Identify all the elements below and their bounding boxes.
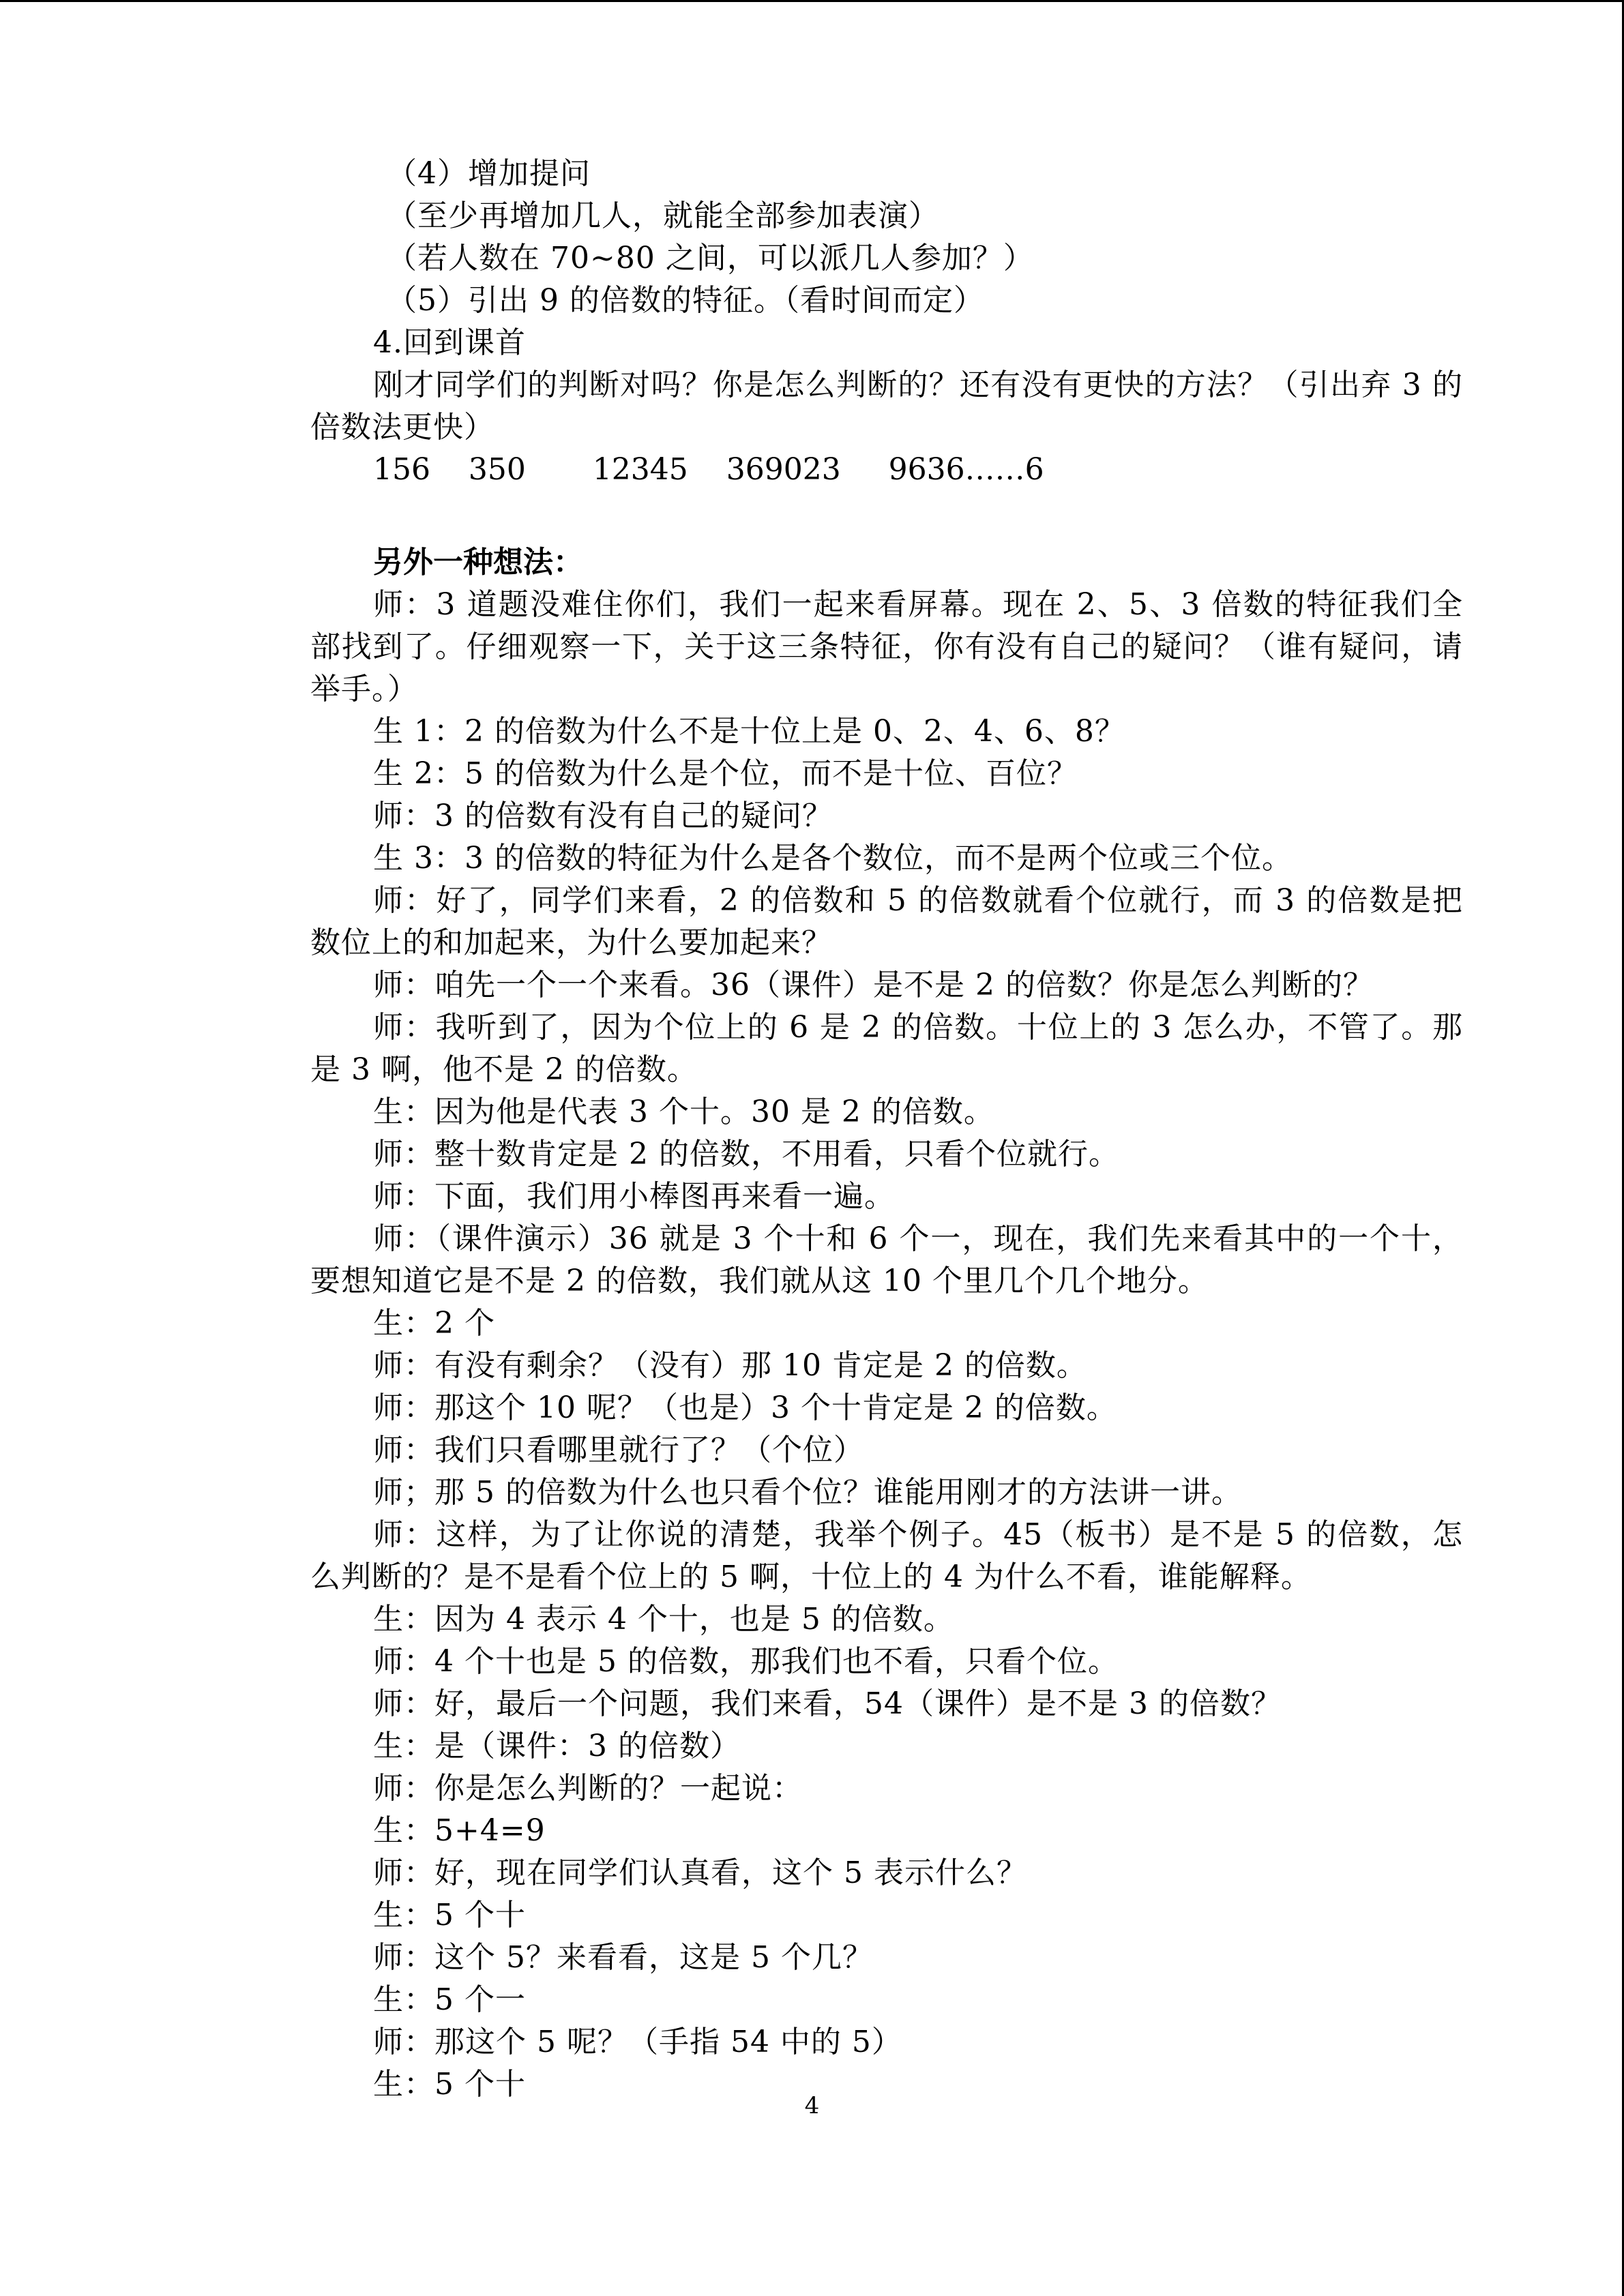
dialogue-line: 师：整十数肯定是 2 的倍数，不用看，只看个位就行。 [373, 1137, 1119, 1172]
dialogue-line: 师：有没有剩余？（没有）那 10 肯定是 2 的倍数。 [373, 1348, 1087, 1383]
dialogue-line: 师：这个 5？来看看，这是 5 个几？ [373, 1940, 873, 1975]
alt-heading: 另外一种想法： [373, 545, 583, 580]
dialogue-line: 师：下面，我们用小棒图再来看一遍。 [373, 1179, 895, 1214]
dialogue-line: 生：2 个 [373, 1306, 495, 1341]
page-border-top [0, 0, 1624, 2]
dialogue-line: 师：4 个十也是 5 的倍数，那我们也不看，只看个位。 [373, 1644, 1119, 1679]
dialogue-line: 生：因为 4 表示 4 个十，也是 5 的倍数。 [373, 1602, 954, 1637]
dialogue-line: 师：好了，同学们来看，2 的倍数和 5 的倍数就看个位就行，而 3 的倍数是把数位上的和加起来，为什么要加起来？ [310, 883, 1463, 960]
dialogue-line: 生 3：3 的倍数的特征为什么是各个数位，而不是两个位或三个位。 [373, 841, 1293, 876]
spacer [310, 491, 1463, 541]
intro-line: （4）增加提问 [387, 156, 591, 191]
dialogue-line: 师：那这个 10 呢？（也是）3 个十肯定是 2 的倍数。 [373, 1390, 1117, 1425]
dialogue-line: 生：5+4=9 [373, 1813, 546, 1848]
dialogue-line: 师：这样，为了让你说的清楚，我举个例子。45（板书）是不是 5 的倍数，怎么判断的？是不是看个位上的 5 啊，十位上的 4 为什么不看，谁能解释。 [310, 1517, 1463, 1594]
paragraph: 刚才同学们的判断对吗？你是怎么判断的？还有没有更快的方法？（引出弃 3 的倍数法更快） [310, 368, 1463, 445]
dialogue-line: 生：5 个一 [373, 1982, 526, 2017]
dialogue-line: 生：是（课件：3 的倍数） [373, 1729, 741, 1763]
section-title: 4.回到课首 [373, 325, 526, 360]
dialogue-line: 师：我们只看哪里就行了？（个位） [373, 1433, 864, 1467]
numbers-line: 156 350 12345 369023 9636……6 [373, 452, 1044, 487]
dialogue-line: 师：那这个 5 呢？（手指 54 中的 5） [373, 2025, 902, 2059]
intro-line: （若人数在 70~80 之间，可以派几人参加？） [387, 241, 1034, 275]
dialogue-line: 师：好，现在同学们认真看，这个 5 表示什么？ [373, 1855, 1027, 1890]
dialogue-line: 生：5 个十 [373, 1898, 526, 1933]
dialogue-line: 师：3 的倍数有没有自己的疑问？ [373, 799, 833, 833]
document-body [310, 153, 1463, 2106]
dialogue-line: 师；那 5 的倍数为什么也只看个位？谁能用刚才的方法讲一讲。 [373, 1475, 1242, 1510]
dialogue-line: 师：我听到了，因为个位上的 6 是 2 的倍数。十位上的 3 怎么办，不管了。那是 3 啊，他不是 2 的倍数。 [310, 1010, 1463, 1087]
page-number: 4 [804, 2092, 820, 2119]
dialogue-line: 师：好，最后一个问题，我们来看，54（课件）是不是 3 的倍数？ [373, 1686, 1282, 1721]
dialogue-line: 师：咱先一个一个来看。36（课件）是不是 2 的倍数？你是怎么判断的？ [373, 968, 1374, 1002]
dialogue-line: 生：5 个十 [373, 2067, 526, 2102]
intro-line: （至少再增加几人，就能全部参加表演） [387, 198, 939, 233]
dialogue-line: 师：3 道题没难住你们，我们一起来看屏幕。现在 2、5、3 倍数的特征我们全部找到了。仔细观察一下，关于这三条特征，你有没有自己的疑问？（谁有疑问，请举手。） [310, 587, 1463, 706]
dialogue-line: 师：（课件演示）36 就是 3 个十和 6 个一，现在，我们先来看其中的一个十，要想知道它是不是 2 的倍数，我们就从这 10 个里几个几个地分。 [310, 1221, 1463, 1298]
dialogue-line: 生 2：5 的倍数为什么是个位，而不是十位、百位？ [373, 756, 1078, 791]
dialogue-line: 生：因为他是代表 3 个十。30 是 2 的倍数。 [373, 1094, 994, 1129]
intro-line: （5）引出 9 的倍数的特征。（看时间而定） [387, 283, 984, 318]
dialogue-line: 生 1：2 的倍数为什么不是十位上是 0、2、4、6、8？ [373, 714, 1125, 749]
dialogue-line: 师：你是怎么判断的？一起说： [373, 1771, 803, 1806]
